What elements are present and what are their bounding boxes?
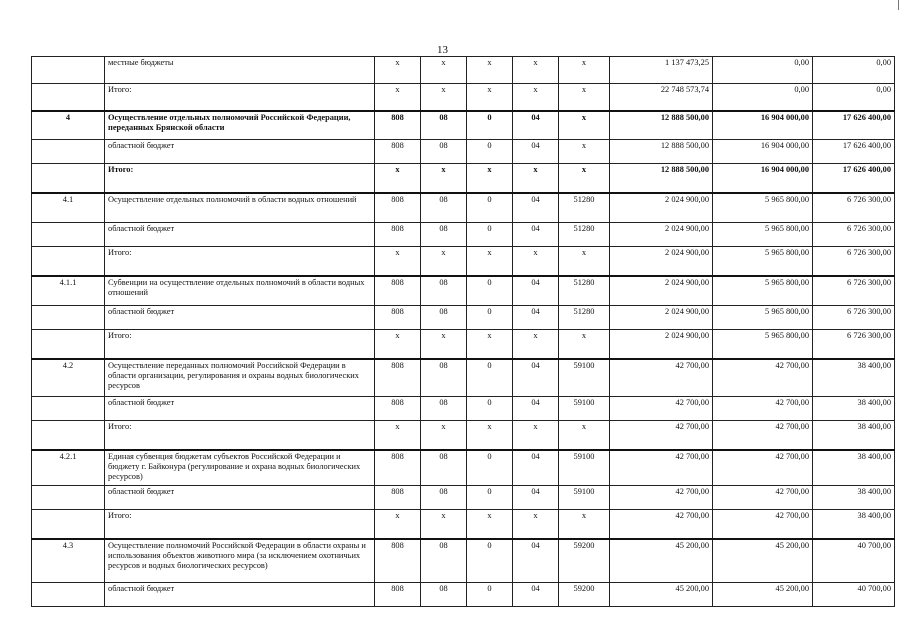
code-gr-cell: x — [375, 421, 421, 450]
table-row — [32, 583, 895, 607]
amount-year1-cell: 42 700,00 — [610, 450, 713, 486]
amount-year1-cell: 42 700,00 — [610, 421, 713, 450]
amount-year1-cell: 12 888 500,00 — [610, 140, 713, 164]
row-name-cell: Итого: — [105, 421, 375, 450]
code-rz-cell: 08 — [421, 306, 467, 330]
code-pr-cell: x — [467, 421, 513, 450]
amount-year2-cell: 16 904 000,00 — [713, 164, 813, 193]
row-name-cell: областной бюджет — [105, 486, 375, 510]
amount-year2-cell: 45 200,00 — [713, 583, 813, 607]
row-name-cell: Осуществление полномочий Российской Федерации в области охраны и использования объектов животного мира (за исключением охотничьих ресурсов и водных биологических ресурсов) — [105, 539, 375, 583]
amount-year2-cell: 5 965 800,00 — [713, 330, 813, 359]
table-row — [32, 111, 895, 140]
code-csr-cell: x — [513, 330, 559, 359]
amount-year1-cell: 12 888 500,00 — [610, 164, 713, 193]
row-number-cell: 4.1 — [32, 193, 105, 223]
code-gr-cell: 808 — [375, 397, 421, 421]
amount-year3-cell: 6 726 300,00 — [813, 223, 895, 247]
code-pr-cell: x — [467, 510, 513, 539]
row-name-cell: областной бюджет — [105, 306, 375, 330]
code-vr-cell: x — [559, 140, 610, 164]
code-rz-cell: x — [421, 247, 467, 276]
code-rz-cell: x — [421, 421, 467, 450]
row-name-cell: местные бюджеты — [105, 57, 375, 84]
amount-year3-cell: 6 726 300,00 — [813, 306, 895, 330]
row-name-cell: Итого: — [105, 84, 375, 111]
code-vr-cell: 59200 — [559, 539, 610, 583]
amount-year1-cell: 45 200,00 — [610, 539, 713, 583]
code-pr-cell: x — [467, 164, 513, 193]
code-csr-cell: 04 — [513, 306, 559, 330]
amount-year1-cell: 42 700,00 — [610, 486, 713, 510]
code-vr-cell: x — [559, 111, 610, 140]
amount-year2-cell: 42 700,00 — [713, 359, 813, 397]
amount-year3-cell: 6 726 300,00 — [813, 193, 895, 223]
amount-year1-cell: 42 700,00 — [610, 510, 713, 539]
amount-year1-cell: 12 888 500,00 — [610, 111, 713, 140]
amount-year2-cell: 42 700,00 — [713, 486, 813, 510]
table-row — [32, 359, 895, 397]
row-number-cell: 4.2 — [32, 359, 105, 397]
code-csr-cell: 04 — [513, 359, 559, 397]
amount-year3-cell: 40 700,00 — [813, 583, 895, 607]
page-number: 13 — [437, 44, 448, 56]
code-gr-cell: x — [375, 247, 421, 276]
scan-mark — [898, 0, 899, 10]
code-pr-cell: 0 — [467, 193, 513, 223]
code-vr-cell: x — [559, 510, 610, 539]
amount-year2-cell: 5 965 800,00 — [713, 306, 813, 330]
row-name-cell: Осуществление отдельных полномочий в области водных отношений — [105, 193, 375, 223]
code-csr-cell: 04 — [513, 539, 559, 583]
code-vr-cell: 51280 — [559, 306, 610, 330]
amount-year2-cell: 42 700,00 — [713, 421, 813, 450]
code-rz-cell: x — [421, 57, 467, 84]
code-pr-cell: 0 — [467, 140, 513, 164]
code-pr-cell: 0 — [467, 539, 513, 583]
amount-year3-cell: 40 700,00 — [813, 539, 895, 583]
amount-year1-cell: 2 024 900,00 — [610, 306, 713, 330]
amount-year3-cell: 38 400,00 — [813, 510, 895, 539]
row-name-cell: областной бюджет — [105, 583, 375, 607]
code-gr-cell: 808 — [375, 111, 421, 140]
code-rz-cell: 08 — [421, 223, 467, 247]
code-rz-cell: 08 — [421, 140, 467, 164]
table-row — [32, 140, 895, 164]
amount-year3-cell: 6 726 300,00 — [813, 276, 895, 306]
code-csr-cell: 04 — [513, 397, 559, 421]
row-number-cell — [32, 57, 105, 84]
code-vr-cell: 59100 — [559, 486, 610, 510]
row-name-cell: областной бюджет — [105, 397, 375, 421]
code-pr-cell: 0 — [467, 486, 513, 510]
row-number-cell — [32, 84, 105, 111]
row-number-cell — [32, 140, 105, 164]
amount-year2-cell: 16 904 000,00 — [713, 140, 813, 164]
code-gr-cell: 808 — [375, 193, 421, 223]
amount-year1-cell: 2 024 900,00 — [610, 330, 713, 359]
code-vr-cell: 59100 — [559, 397, 610, 421]
amount-year2-cell: 0,00 — [713, 84, 813, 111]
code-csr-cell: x — [513, 84, 559, 111]
code-csr-cell: x — [513, 510, 559, 539]
code-gr-cell: 808 — [375, 539, 421, 583]
code-pr-cell: 0 — [467, 306, 513, 330]
table-row — [32, 247, 895, 276]
code-pr-cell: 0 — [467, 359, 513, 397]
code-vr-cell: 51280 — [559, 276, 610, 306]
row-number-cell — [32, 397, 105, 421]
code-csr-cell: x — [513, 247, 559, 276]
code-rz-cell: x — [421, 84, 467, 111]
code-pr-cell: x — [467, 247, 513, 276]
amount-year1-cell: 42 700,00 — [610, 397, 713, 421]
code-rz-cell: 08 — [421, 276, 467, 306]
amount-year1-cell: 45 200,00 — [610, 583, 713, 607]
amount-year2-cell: 5 965 800,00 — [713, 223, 813, 247]
table-row — [32, 84, 895, 111]
code-rz-cell: x — [421, 330, 467, 359]
amount-year2-cell: 5 965 800,00 — [713, 276, 813, 306]
amount-year3-cell: 38 400,00 — [813, 450, 895, 486]
code-csr-cell: x — [513, 164, 559, 193]
code-rz-cell: 08 — [421, 397, 467, 421]
code-pr-cell: 0 — [467, 223, 513, 247]
code-pr-cell: 0 — [467, 276, 513, 306]
code-vr-cell: 59100 — [559, 450, 610, 486]
amount-year1-cell: 22 748 573,74 — [610, 84, 713, 111]
code-pr-cell: x — [467, 84, 513, 111]
row-name-cell: областной бюджет — [105, 140, 375, 164]
table-row — [32, 510, 895, 539]
row-number-cell: 4.2.1 — [32, 450, 105, 486]
code-gr-cell: x — [375, 164, 421, 193]
table-row — [32, 306, 895, 330]
row-number-cell: 4 — [32, 111, 105, 140]
code-vr-cell: x — [559, 57, 610, 84]
code-csr-cell: 04 — [513, 276, 559, 306]
code-vr-cell: x — [559, 421, 610, 450]
code-rz-cell: x — [421, 510, 467, 539]
code-vr-cell: x — [559, 84, 610, 111]
amount-year1-cell: 42 700,00 — [610, 359, 713, 397]
code-vr-cell: 59200 — [559, 583, 610, 607]
amount-year3-cell: 38 400,00 — [813, 486, 895, 510]
code-pr-cell: 0 — [467, 450, 513, 486]
amount-year2-cell: 5 965 800,00 — [713, 247, 813, 276]
code-gr-cell: x — [375, 510, 421, 539]
code-csr-cell: x — [513, 57, 559, 84]
budget-table — [31, 56, 895, 607]
table-row — [32, 57, 895, 84]
code-csr-cell: 04 — [513, 450, 559, 486]
code-gr-cell: 808 — [375, 486, 421, 510]
budget-table-body — [32, 57, 895, 607]
row-number-cell — [32, 164, 105, 193]
amount-year3-cell: 6 726 300,00 — [813, 330, 895, 359]
code-gr-cell: 808 — [375, 359, 421, 397]
amount-year3-cell: 17 626 400,00 — [813, 111, 895, 140]
code-csr-cell: x — [513, 421, 559, 450]
row-name-cell: Итого: — [105, 330, 375, 359]
code-rz-cell: 08 — [421, 583, 467, 607]
row-number-cell: 4.1.1 — [32, 276, 105, 306]
code-csr-cell: 04 — [513, 111, 559, 140]
code-rz-cell: 08 — [421, 539, 467, 583]
code-vr-cell: x — [559, 247, 610, 276]
code-pr-cell: 0 — [467, 583, 513, 607]
row-number-cell — [32, 486, 105, 510]
row-name-cell: Единая субвенция бюджетам субъектов Российской Федерации и бюджету г. Байконура (регулирование и охрана водных биологических ресурсов) — [105, 450, 375, 486]
code-vr-cell: 59100 — [559, 359, 610, 397]
code-gr-cell: 808 — [375, 223, 421, 247]
amount-year2-cell: 16 904 000,00 — [713, 111, 813, 140]
code-gr-cell: x — [375, 84, 421, 111]
amount-year1-cell: 2 024 900,00 — [610, 276, 713, 306]
table-row — [32, 450, 895, 486]
table-row — [32, 164, 895, 193]
amount-year3-cell: 38 400,00 — [813, 359, 895, 397]
code-vr-cell: 51280 — [559, 193, 610, 223]
code-gr-cell: 808 — [375, 306, 421, 330]
amount-year2-cell: 45 200,00 — [713, 539, 813, 583]
row-name-cell: Итого: — [105, 510, 375, 539]
table-row — [32, 330, 895, 359]
code-gr-cell: 808 — [375, 450, 421, 486]
row-name-cell: Итого: — [105, 247, 375, 276]
code-csr-cell: 04 — [513, 583, 559, 607]
amount-year3-cell: 38 400,00 — [813, 421, 895, 450]
row-number-cell — [32, 583, 105, 607]
code-gr-cell: 808 — [375, 276, 421, 306]
row-number-cell — [32, 330, 105, 359]
amount-year1-cell: 2 024 900,00 — [610, 223, 713, 247]
amount-year3-cell: 6 726 300,00 — [813, 247, 895, 276]
table-row — [32, 193, 895, 223]
amount-year2-cell: 42 700,00 — [713, 450, 813, 486]
code-rz-cell: 08 — [421, 450, 467, 486]
table-row — [32, 223, 895, 247]
amount-year3-cell: 0,00 — [813, 57, 895, 84]
code-gr-cell: x — [375, 330, 421, 359]
code-vr-cell: x — [559, 164, 610, 193]
row-name-cell: Итого: — [105, 164, 375, 193]
code-csr-cell: 04 — [513, 486, 559, 510]
amount-year1-cell: 2 024 900,00 — [610, 193, 713, 223]
code-pr-cell: 0 — [467, 111, 513, 140]
table-row — [32, 276, 895, 306]
code-rz-cell: 08 — [421, 193, 467, 223]
amount-year2-cell: 5 965 800,00 — [713, 193, 813, 223]
table-row — [32, 421, 895, 450]
row-name-cell: областной бюджет — [105, 223, 375, 247]
code-rz-cell: 08 — [421, 111, 467, 140]
code-csr-cell: 04 — [513, 223, 559, 247]
code-vr-cell: x — [559, 330, 610, 359]
amount-year1-cell: 1 137 473,25 — [610, 57, 713, 84]
row-number-cell — [32, 306, 105, 330]
row-number-cell — [32, 223, 105, 247]
amount-year2-cell: 42 700,00 — [713, 397, 813, 421]
amount-year3-cell: 17 626 400,00 — [813, 164, 895, 193]
code-rz-cell: 08 — [421, 359, 467, 397]
amount-year3-cell: 17 626 400,00 — [813, 140, 895, 164]
row-name-cell: Осуществление отдельных полномочий Российской Федерации, переданных Брянской области — [105, 111, 375, 140]
code-gr-cell: 808 — [375, 140, 421, 164]
code-pr-cell: x — [467, 330, 513, 359]
row-number-cell — [32, 510, 105, 539]
row-name-cell: Осуществление переданных полномочий Российской Федерации в области организации, регулирования и охраны водных биологических ресурсов — [105, 359, 375, 397]
code-vr-cell: 51280 — [559, 223, 610, 247]
amount-year2-cell: 42 700,00 — [713, 510, 813, 539]
row-number-cell: 4.3 — [32, 539, 105, 583]
amount-year1-cell: 2 024 900,00 — [610, 247, 713, 276]
code-rz-cell: 08 — [421, 486, 467, 510]
row-name-cell: Субвенции на осуществление отдельных полномочий в области водных отношений — [105, 276, 375, 306]
code-rz-cell: x — [421, 164, 467, 193]
table-row — [32, 486, 895, 510]
table-row — [32, 397, 895, 421]
amount-year3-cell: 38 400,00 — [813, 397, 895, 421]
code-gr-cell: x — [375, 57, 421, 84]
code-csr-cell: 04 — [513, 193, 559, 223]
code-gr-cell: 808 — [375, 583, 421, 607]
code-pr-cell: 0 — [467, 397, 513, 421]
amount-year2-cell: 0,00 — [713, 57, 813, 84]
amount-year3-cell: 0,00 — [813, 84, 895, 111]
table-row — [32, 539, 895, 583]
row-number-cell — [32, 421, 105, 450]
code-csr-cell: 04 — [513, 140, 559, 164]
code-pr-cell: x — [467, 57, 513, 84]
row-number-cell — [32, 247, 105, 276]
